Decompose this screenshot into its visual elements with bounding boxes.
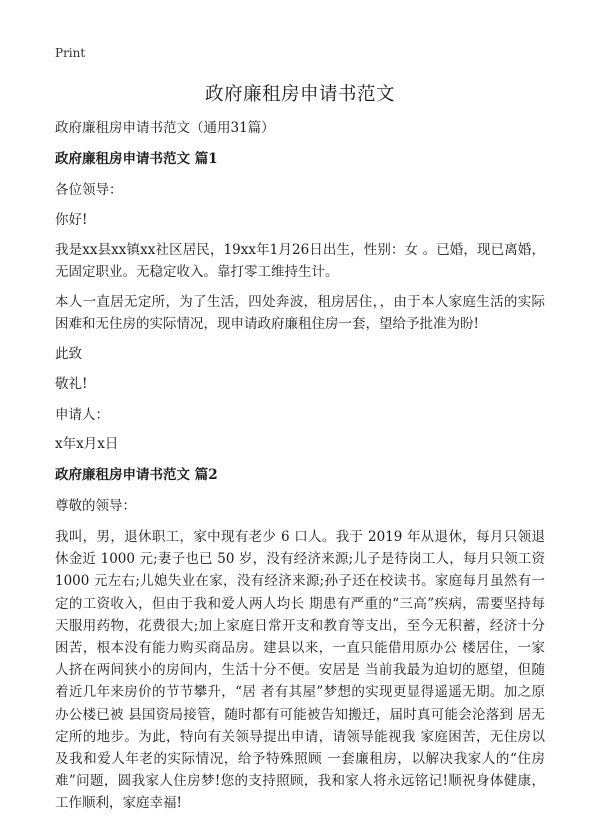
page-title: 政府廉租房申请书范文	[204, 84, 395, 105]
section-2-body: 我叫，男，退休职工，家中现有老少 6 口人。我于 2019 年从退休，每月只领退休金近 1000 元;妻子也已 50 岁，没有经济来源;儿子是待岗工人，每月只领工资 1000 元左右;儿媳失业在家，没有经济来源;孙子还在校读书。家庭每月虽然有一定的工资收入，但由于我和爱人两人均长 期患有严重的“三高”疾病，需要坚持每天服用药物，花费很大;加上家庭日常开支和教育等支出，至今无积蓄，经济十分困苦，根本没有能力购买商品房。建县以来，一直只能借用原办公 楼居住，一家人挤在两间狭小的房间内，生活十分不便。安居是 当前我最为迫切的愿望，但随着近几年来房价的节节攀升，“居 者有其屋”梦想的实现更显得遥遥无期。加之原办公楼已被 县国资局接管，随时都有可能被告知搬迁，届时真可能会沦落到 居无定所的地步。为此，特向有关领导提出申请，请领导能视我 家庭困苦，无住房以及我和爱人年老的实际情况，给予特殊照顾 一套廉租房，以解决我家人的“住房难”问题，圆我家人住房梦!您的支持照顾，我和家人将永远铭记!顺祝身体健康，工作顺利，家庭幸福!	[55, 529, 545, 812]
section-1-salutation: 各位领导：	[55, 182, 123, 198]
section-1-paragraph-1: 我是xx县xx镇xx社区居民，19xx年1月26日出生，性别：女 。已婚，现已离婚，无固定职业。无稳定收入。靠打零工维持生计。	[55, 242, 545, 281]
section-1-heading: 政府廉租房申请书范文 篇1	[55, 151, 218, 167]
section-2-salutation: 尊敬的领导：	[55, 498, 136, 514]
section-1-closing-1: 此致	[55, 346, 82, 362]
section-1-greeting: 你好!	[55, 212, 88, 228]
section-1-paragraph-2: 本人一直居无定所，为了生活，四处奔波，租房居住，，由于本人家庭生活的实际困难和无住房的实际情况，现申请政府廉租住房一套，望给予批准为盼!	[55, 294, 545, 333]
section-1-applicant: 申请人：	[55, 407, 109, 423]
document-subtitle: 政府廉租房申请书范文（通用31篇）	[55, 120, 275, 136]
section-2-heading: 政府廉租房申请书范文 篇2	[55, 467, 218, 483]
section-1-date: x年x月x日	[55, 436, 119, 452]
section-1-closing-2: 敬礼!	[55, 376, 88, 392]
print-label: Print	[55, 46, 86, 60]
